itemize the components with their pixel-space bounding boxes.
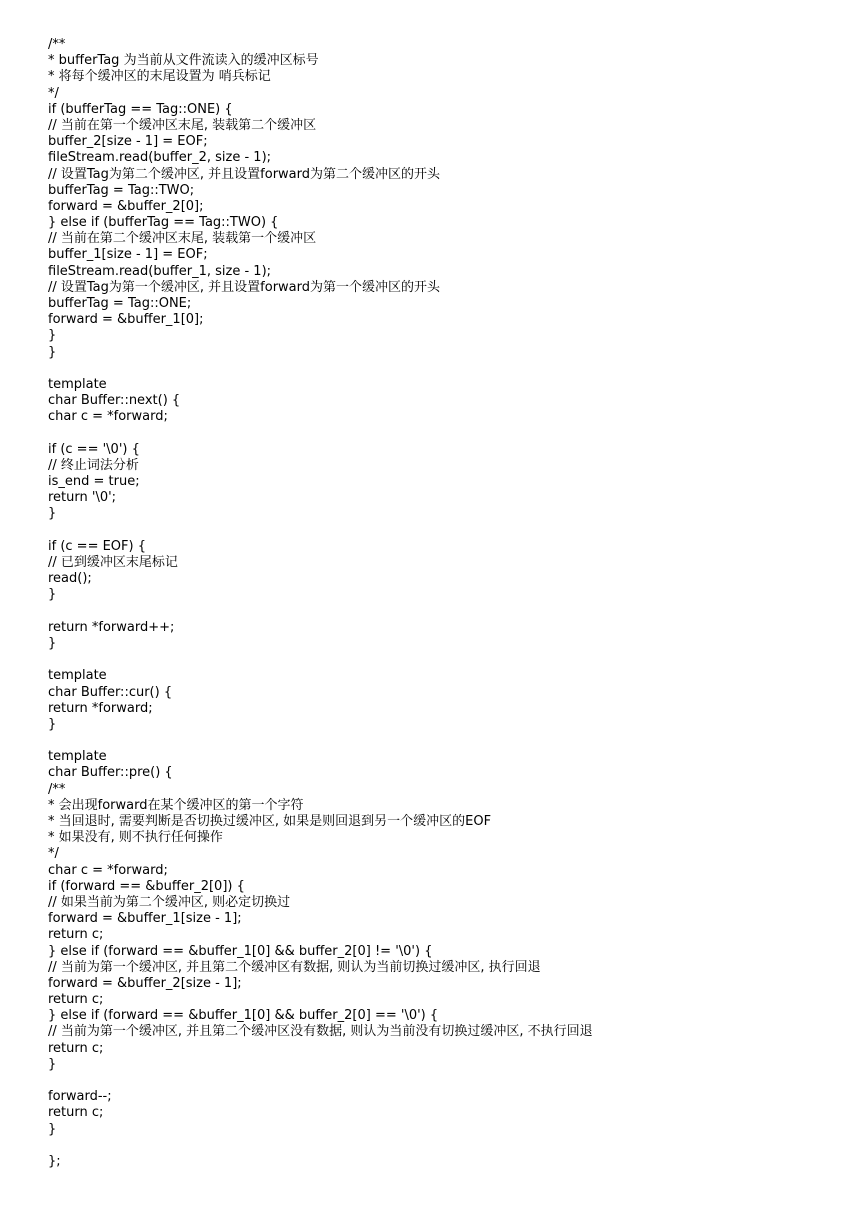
code-line: // 当前为第一个缓冲区, 并且第二个缓冲区没有数据, 则认为当前没有切换过缓冲区, 不执行回退 xyxy=(48,1024,593,1040)
code-line: bufferTag = Tag::TWO; xyxy=(48,182,195,198)
code-line: return *forward++; xyxy=(48,619,175,635)
code-line: /** xyxy=(48,37,66,52)
code-line: */ xyxy=(48,846,59,862)
code-line: } xyxy=(48,328,57,344)
code-line: char c = *forward; xyxy=(48,862,168,878)
code-line: return '\0'; xyxy=(48,490,117,506)
code-line: } xyxy=(48,716,57,732)
code-line: template xyxy=(48,749,107,765)
code-line: forward = &buffer_2[size - 1]; xyxy=(48,975,242,991)
code-line: template xyxy=(48,376,107,392)
code-line: if (c == '\0') { xyxy=(48,441,140,457)
code-line: return c; xyxy=(48,992,104,1008)
code-line: return *forward; xyxy=(48,700,153,716)
code-line: // 设置Tag为第二个缓冲区, 并且设置forward为第二个缓冲区的开头 xyxy=(48,166,441,182)
code-line: read(); xyxy=(48,571,92,587)
code-line: forward = &buffer_2[0]; xyxy=(48,198,204,214)
code-line: * 如果没有, 则不执行任何操作 xyxy=(48,830,223,846)
code-line: if (c == EOF) { xyxy=(48,538,146,554)
code-line xyxy=(48,1073,848,1089)
code-line: } xyxy=(48,635,57,651)
code-line: char Buffer::next() { xyxy=(48,393,181,409)
code-line: } else if (bufferTag == Tag::TWO) { xyxy=(48,215,279,231)
code-line xyxy=(48,1138,848,1154)
code-line: char Buffer::pre() { xyxy=(48,765,173,781)
code-line: forward--; xyxy=(48,1089,112,1105)
code-line: // 已到缓冲区末尾标记 xyxy=(48,555,178,570)
code-line: is_end = true; xyxy=(48,474,140,490)
code-line: // 终止词法分析 xyxy=(48,457,139,473)
code-line: // 如果当前为第二个缓冲区, 则必定切换过 xyxy=(48,894,291,910)
code-line: * 将每个缓冲区的末尾设置为 哨兵标记 xyxy=(48,69,271,85)
code-line: fileStream.read(buffer_1, size - 1); xyxy=(48,263,272,279)
code-line: } else if (forward == &buffer_1[0] && buffer_2[0] != '\0') { xyxy=(48,943,433,959)
code-line: } xyxy=(48,506,57,522)
code-line: return c; xyxy=(48,1040,104,1056)
code-line: /** xyxy=(48,781,66,797)
code-line: * bufferTag 为当前从文件流读入的缓冲区标号 xyxy=(48,53,319,69)
code-line: char c = *forward; xyxy=(48,409,168,425)
code-line: return c; xyxy=(48,1105,104,1121)
code-line: // 当前为第一个缓冲区, 并且第二个缓冲区有数据, 则认为当前切换过缓冲区, 执行回退 xyxy=(48,959,541,975)
code-line xyxy=(48,361,848,377)
code-line: forward = &buffer_1[size - 1]; xyxy=(48,911,242,927)
code-line: bufferTag = Tag::ONE; xyxy=(48,296,192,311)
code-line: if (bufferTag == Tag::ONE) { xyxy=(48,101,233,117)
code-line xyxy=(48,733,848,749)
code-line: forward = &buffer_1[0]; xyxy=(48,312,204,328)
code-line: }; xyxy=(48,1153,61,1169)
code-line: if (forward == &buffer_2[0]) { xyxy=(48,878,245,894)
code-line: */ xyxy=(48,85,59,101)
code-line: } xyxy=(48,1056,57,1072)
code-line: buffer_1[size - 1] = EOF; xyxy=(48,247,208,263)
code-line xyxy=(48,604,848,620)
code-line: } xyxy=(48,587,57,603)
code-line: } xyxy=(48,1121,57,1137)
code-line: fileStream.read(buffer_2, size - 1); xyxy=(48,150,272,166)
code-line: // 当前在第二个缓冲区末尾, 装载第一个缓冲区 xyxy=(48,231,317,247)
code-line: // 设置Tag为第一个缓冲区, 并且设置forward为第一个缓冲区的开头 xyxy=(48,279,441,295)
code-line: return c; xyxy=(48,927,104,943)
code-line: } else if (forward == &buffer_1[0] && buffer_2[0] == '\0') { xyxy=(48,1008,439,1024)
code-listing xyxy=(48,37,848,1170)
code-line: // 当前在第一个缓冲区末尾, 装载第二个缓冲区 xyxy=(48,117,317,133)
code-line: template xyxy=(48,668,107,684)
code-line: char Buffer::cur() { xyxy=(48,684,173,700)
code-line xyxy=(48,523,848,539)
code-line: * 当回退时, 需要判断是否切换过缓冲区, 如果是则回退到另一个缓冲区的EOF xyxy=(48,814,492,829)
code-line: } xyxy=(48,344,57,360)
code-line: * 会出现forward在某个缓冲区的第一个字符 xyxy=(48,797,304,813)
code-line: buffer_2[size - 1] = EOF; xyxy=(48,134,208,150)
code-line xyxy=(48,426,848,442)
code-line xyxy=(48,652,848,668)
